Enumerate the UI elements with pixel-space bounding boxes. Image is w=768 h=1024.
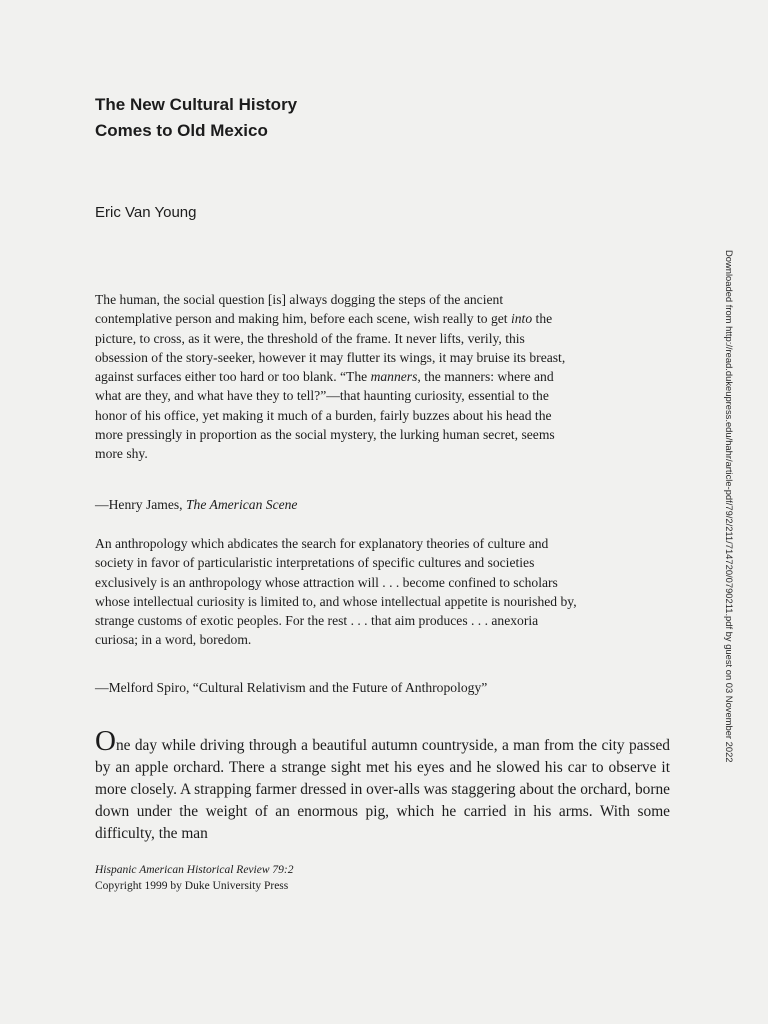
- attribution-james-author: —Henry James,: [95, 497, 186, 512]
- epigraph-spiro: An anthropology which abdicates the search for explanatory theories of culture and society in favor of particularistic interpretations of specific cultures and societies exclusively is an anthropology whose attraction will . . . become confined to scholars whose intellectual curiosity is limited to, and whose intellectual appetite is nourished by, strange customs of exotic peoples. For the rest . . . that aim produces . . . anexoria curiosa; in a word, boredom.: [95, 536, 577, 648]
- epigraph-james-text-1: The human, the social question [is] always dogging the steps of the ancient contemplative person and making him, before each scene, wish really to get: [95, 292, 511, 327]
- epigraph-james-text-2: the picture, to cross, as it were, the threshold of the frame. It never lifts, verily, this obsession of the story-seeker, however it may flutter its wings, it may bruise its breast, against surfaces either too hard or too blank. “The: [95, 311, 566, 385]
- download-note: Downloaded from http://read.dukeupress.edu/hahr/article-pdf/79/2/211/714720/0790211.pdf by guest on 03 November 2022: [724, 250, 735, 763]
- attribution-spiro: —Melford Spiro, “Cultural Relativism and the Future of Anthropology”: [95, 680, 488, 695]
- epigraph-james-emphasis-into: into: [510, 311, 533, 327]
- attribution-james-work: The American Scene: [185, 497, 298, 512]
- drop-cap: O: [95, 725, 116, 757]
- journal-name-text: Hispanic American Historical Review 79:2: [95, 864, 294, 876]
- body-paragraph-text: ne day while driving through a beautiful autumn countryside, a man from the city passed by an apple orchard. There a strange sight met his eyes and he slowed his car to observe it more closely. A strapping farmer dressed in over-alls was staggering about the orchard, borne down under the weight of an enormous pig, which he carried in his arms. With some difficulty, the man: [95, 737, 670, 842]
- author-name: Eric Van Young: [95, 204, 197, 221]
- title-line-2: Comes to Old Mexico: [95, 121, 268, 140]
- journal-copyright: Copyright 1999 by Duke University Press: [95, 880, 289, 892]
- journal-name: [95, 862, 293, 878]
- article-title: [95, 92, 515, 144]
- epigraph-james-emphasis-manners: manners: [370, 369, 418, 385]
- title-line-1: The New Cultural History: [95, 95, 298, 114]
- epigraph-james: [95, 290, 580, 464]
- attribution-james: [95, 495, 297, 514]
- epigraph-james-text-3: , the manners: where and what are they, and what have they to tell?”—that haunting curiosity, essential to the honor of his office, yet making it much of a burden, fairly buzzes about his head the more pressingly in proportion as the social mystery, the lurking human secret, seems more shy.: [95, 369, 555, 462]
- body-paragraph: [95, 725, 670, 845]
- journal-footer: [95, 862, 293, 894]
